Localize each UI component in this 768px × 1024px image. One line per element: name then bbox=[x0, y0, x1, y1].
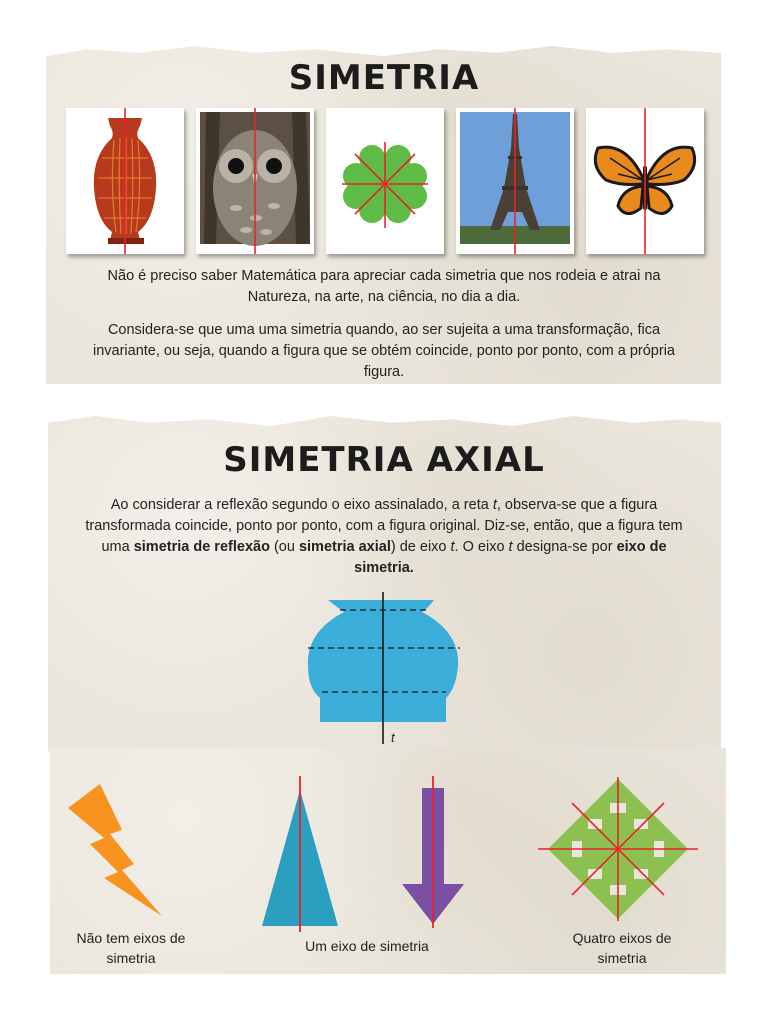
paragraph-definition: Considera-se que uma uma simetria quando, ao ser sujeita a uma transformação, fica invariante, ou seja, quando a figura que se obtém coincide, ponto por ponto, com a própria figura. bbox=[93, 322, 675, 380]
section-title-simetria-axial: SIMETRIA AXIAL bbox=[223, 440, 545, 480]
caption-four-axes: Quatro eixos de simetria bbox=[572, 930, 672, 966]
paragraph-axial-definition: Ao considerar a reflexão segundo o eixo assinalado, a reta t, observa-se que a figura transformada coincide, ponto por ponto, com a figura original. Diz-se, então, que a figura tem uma simetria de reflexão (ou simetria axial) de eixo t. O eixo t designa-se por eixo de simetria. bbox=[85, 497, 683, 576]
clover-photo bbox=[326, 108, 444, 254]
triangle-figure bbox=[258, 776, 342, 932]
section-title-simetria: SIMETRIA bbox=[288, 58, 480, 98]
caption-one-axis: Um eixo de simetria bbox=[305, 938, 429, 954]
paragraph-intro: Não é preciso saber Matemática para apreciar cada simetria que nos rodeia e atrai na Natureza, na arte, na ciência, no dia a dia. bbox=[107, 268, 661, 305]
blue-vase-figure bbox=[300, 592, 470, 752]
axis-label-t: t bbox=[391, 730, 395, 745]
cross-diamond-figure bbox=[536, 776, 700, 922]
owl-photo bbox=[196, 108, 314, 254]
lightning-bolt-figure bbox=[64, 782, 164, 920]
butterfly-photo bbox=[586, 108, 704, 254]
eiffel-tower-photo bbox=[456, 108, 574, 254]
arrow-figure bbox=[398, 776, 468, 928]
vase-photo bbox=[66, 108, 184, 254]
caption-no-axes: Não tem eixos de simetria bbox=[76, 930, 186, 966]
